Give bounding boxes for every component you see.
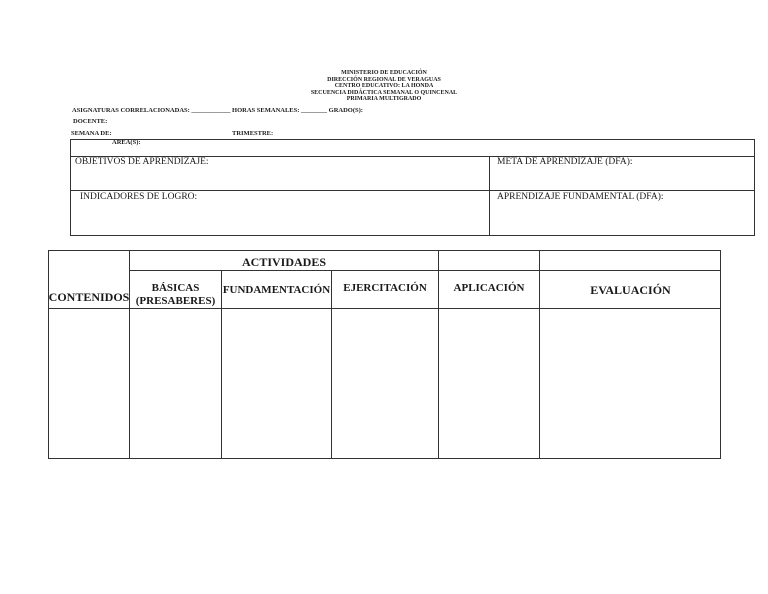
header-school: CENTRO EDUCATIVO: LA HONDA: [334, 83, 434, 89]
table-col-line-2: [221, 270, 222, 459]
meta-label: META DE APRENDIZAJE (DFA):: [497, 157, 633, 167]
col-aplicacion: APLICACIÓN: [453, 282, 525, 294]
col-basicas-presaberes: (PRESABERES): [135, 295, 216, 307]
header-sequence: SECUENCIA DIDÁCTICA SEMANAL O QUINCENAL: [310, 89, 458, 96]
field-area: AREA(S):: [112, 138, 141, 146]
objectives-divider-vertical: [489, 156, 490, 236]
field-asignaturas: ASIGNATURAS CORRELACIONADAS: ____________ HORAS SEMANALES: ________ GRADO(S):: [72, 107, 363, 114]
table-col-line-5: [539, 250, 540, 459]
table-header-bottom-line: [48, 308, 721, 309]
col-fundamentacion: FUNDAMENTACIÓN: [222, 284, 331, 296]
col-actividades: ACTIVIDADES: [241, 255, 327, 269]
aprendizaje-label: APRENDIZAJE FUNDAMENTAL (DFA):: [497, 192, 664, 202]
table-subheader-line: [130, 270, 721, 271]
field-docente: DOCENTE:: [73, 118, 108, 125]
objetivos-label: OBJETIVOS DE APRENDIZAJE:: [75, 157, 209, 167]
field-semana: SEMANA DE:: [71, 130, 112, 137]
col-basicas: BÁSICAS: [151, 282, 200, 294]
header-regional: DIRECCIÓN REGIONAL DE VERAGUAS: [327, 76, 441, 83]
header-level: PRIMARIA MULTIGRADO: [346, 96, 422, 102]
table-col-line-3: [331, 270, 332, 459]
indicadores-label: INDICADORES DE LOGRO:: [80, 192, 198, 202]
col-contenidos: CONTENIDOS: [48, 290, 130, 304]
objectives-divider-middle: [70, 190, 755, 191]
objectives-box: [70, 139, 755, 236]
header-ministry: MINISTERIO DE EDUCACIÓN: [341, 70, 427, 76]
col-evaluacion: EVALUACIÓN: [590, 283, 671, 297]
field-trimestre: TRIMESTRE:: [232, 130, 274, 137]
col-ejercitacion: EJERCITACIÓN: [343, 282, 427, 294]
